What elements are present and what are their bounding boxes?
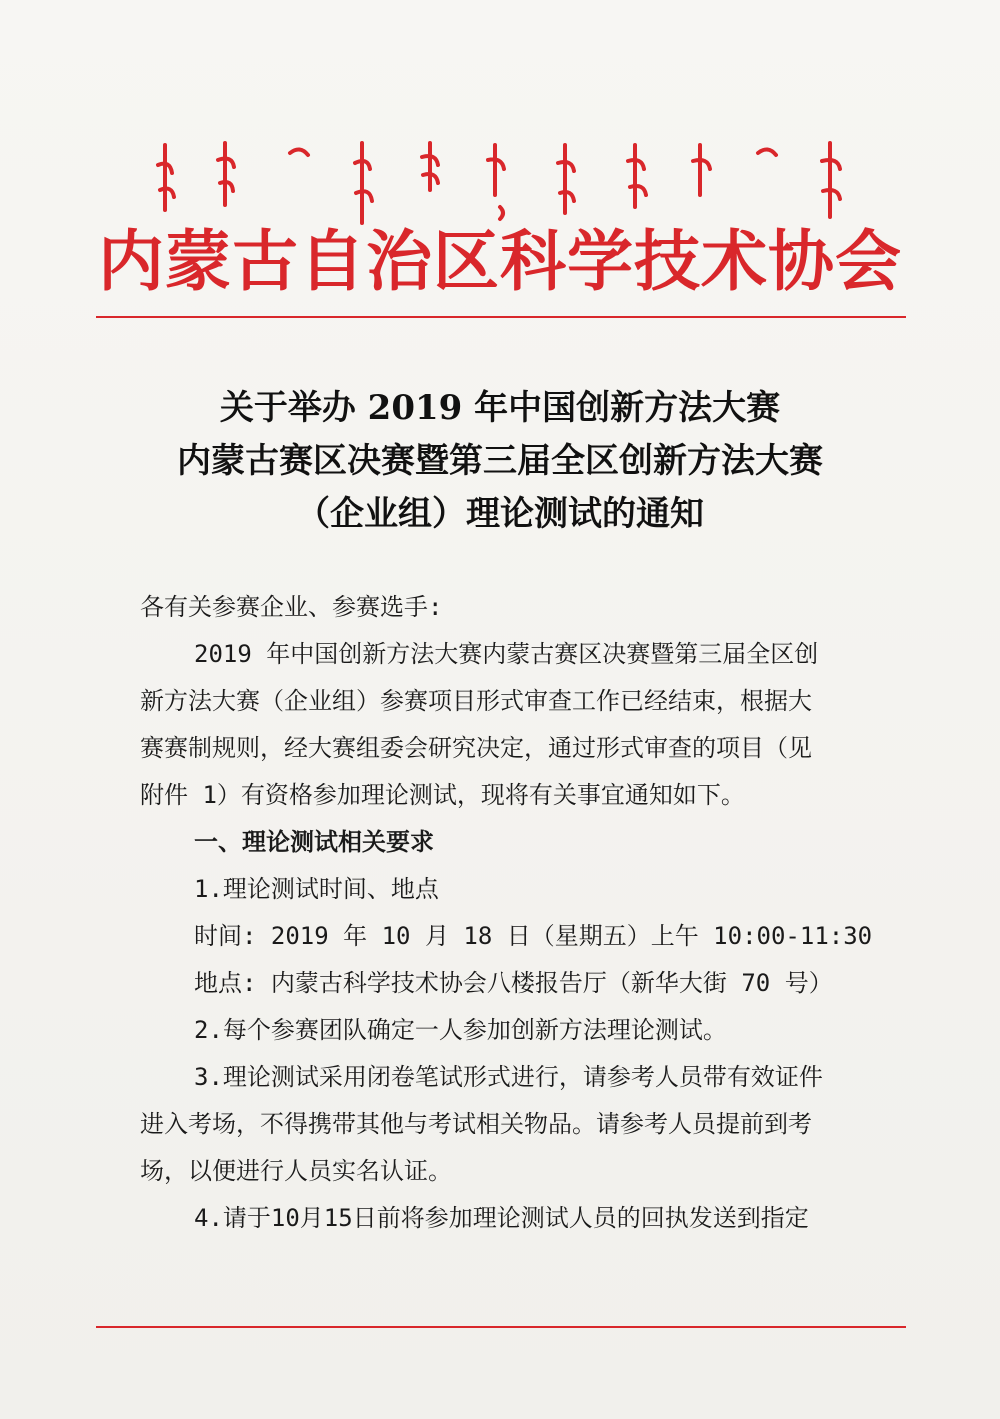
item-3-line: 场，以便进行人员实名认证。 bbox=[140, 1157, 452, 1185]
item-2: 2.每个参赛团队确定一人参加创新方法理论测试。 bbox=[194, 1016, 727, 1044]
item-1: 1.理论测试时间、地点 bbox=[194, 875, 439, 903]
doc-title-line-2: 内蒙古赛区决赛暨第三届全区创新方法大赛 bbox=[177, 441, 823, 481]
item-3-line: 进入考场，不得携带其他与考试相关物品。请参考人员提前到考 bbox=[140, 1110, 812, 1138]
exam-time: 时间: 2019 年 10 月 18 日（星期五）上午 10:00-11:30 bbox=[194, 922, 873, 950]
salutation: 各有关参赛企业、参赛选手: bbox=[140, 593, 443, 621]
item-4: 4.请于10月15日前将参加理论测试人员的回执发送到指定 bbox=[194, 1204, 809, 1232]
item-3-line: 3.理论测试采用闭卷笔试形式进行，请参考人员带有效证件 bbox=[194, 1063, 823, 1091]
doc-title-line-3: （企业组）理论测试的通知 bbox=[296, 494, 704, 534]
intro-line: 新方法大赛（企业组）参赛项目形式审查工作已经结束，根据大 bbox=[140, 687, 812, 715]
mongolian-script-icon bbox=[150, 135, 850, 230]
intro-line: 赛赛制规则，经大赛组委会研究决定，通过形式审查的项目（见 bbox=[140, 734, 812, 762]
document-body bbox=[140, 584, 890, 1242]
exam-place: 地点: 内蒙古科学技术协会八楼报告厅（新华大街 70 号） bbox=[194, 969, 833, 997]
section-heading: 一、理论测试相关要求 bbox=[194, 828, 434, 856]
intro-line: 附件 1）有资格参加理论测试，现将有关事宜通知如下。 bbox=[140, 781, 745, 809]
intro-line: 2019 年中国创新方法大赛内蒙古赛区决赛暨第三届全区创 bbox=[194, 640, 819, 668]
footer-divider bbox=[96, 1326, 906, 1328]
header-divider bbox=[96, 316, 906, 318]
doc-title-line-1: 关于举办 2019 年中国创新方法大赛 bbox=[219, 388, 781, 428]
letterhead-org-name: 内蒙古自治区科学技术协会 bbox=[98, 223, 902, 300]
